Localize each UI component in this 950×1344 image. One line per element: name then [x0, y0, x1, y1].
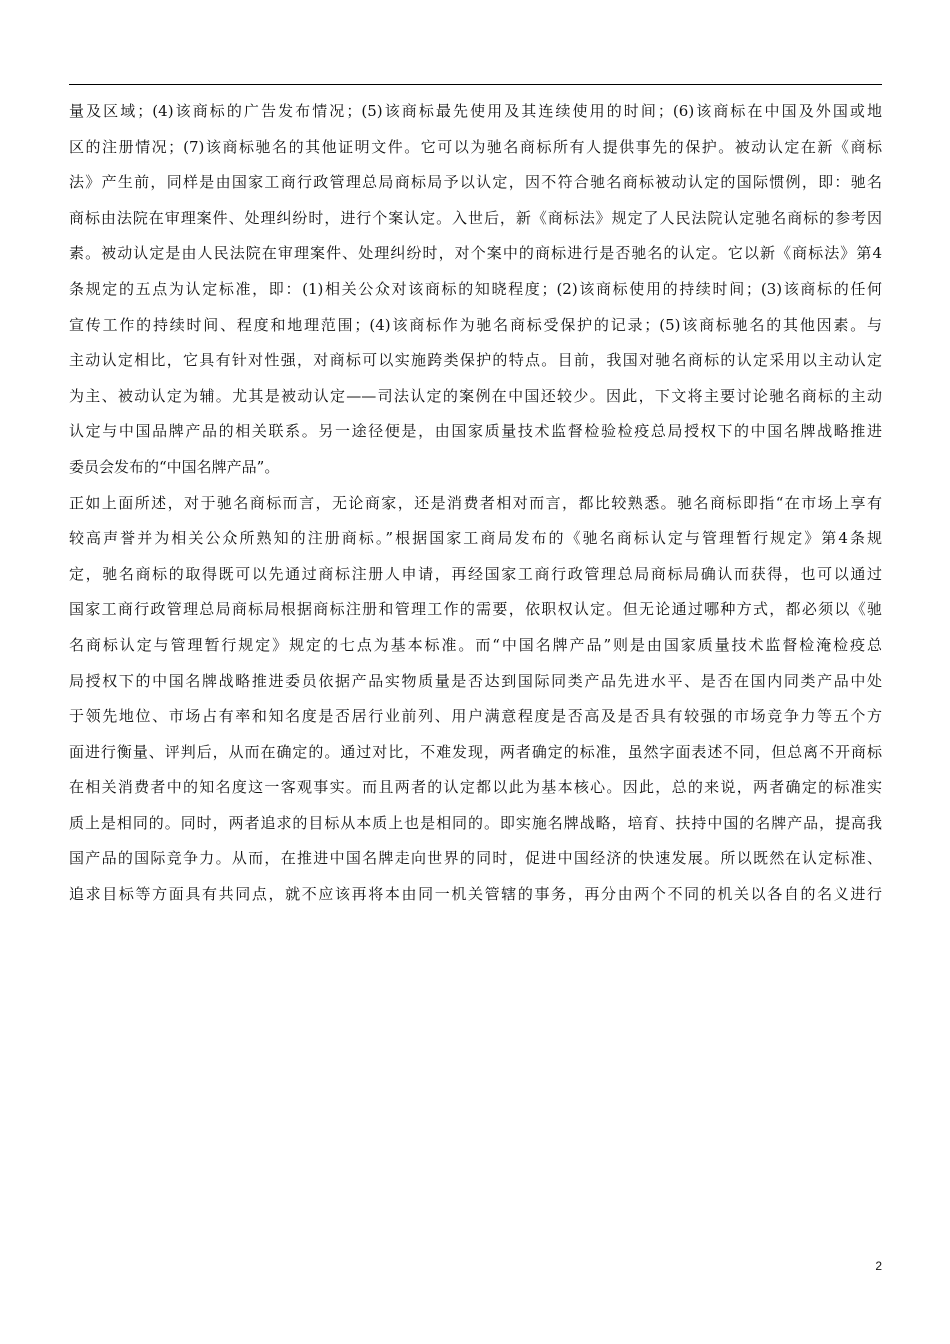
header-rule: [69, 84, 882, 85]
text-line: 质上是相同的。同时，两者追求的目标从本质上也是相同的。即实施名牌战略，培育、扶持中国的名牌产品，提高我: [69, 813, 882, 832]
text-line: 主动认定相比，它具有针对性强，对商标可以实施跨类保护的特点。目前，我国对驰名商标的认定采用以主动认定: [69, 351, 882, 370]
text-line: 在相关消费者中的知名度这一客观事实。而且两者的认定都以此为基本核心。因此，总的来说，两者确定的标准实: [69, 778, 882, 797]
text-line: 国家工商行政管理总局商标局根据商标注册和管理工作的需要，依职权认定。但无论通过哪种方式，都必须以《驰: [69, 600, 882, 619]
text-line: 为主、被动认定为辅。尤其是被动认定——司法认定的案例在中国还较少。因此，下文将主要讨论驰名商标的主动: [69, 386, 882, 405]
text-line: 国产品的国际竞争力。从而，在推进中国名牌走向世界的同时，促进中国经济的快速发展。所以既然在认定标准、: [69, 849, 882, 868]
text-line: 定，驰名商标的取得既可以先通过商标注册人申请，再经国家工商行政管理总局商标局确认而获得，也可以通过: [69, 564, 882, 583]
page-number: 2: [875, 1259, 882, 1273]
text-line: 条规定的五点为认定标准，即：(1)相关公众对该商标的知晓程度；(2)该商标使用的持续时间；(3)该商标的任何: [69, 279, 882, 298]
text-line: 量及区域；(4)该商标的广告发布情况；(5)该商标最先使用及其连续使用的时间；(6)该商标在中国及外国或地: [69, 102, 882, 120]
text-line: 追求目标等方面具有共同点，就不应该再将本由同一机关管辖的事务，再分由两个不同的机关以各自的名义进行: [69, 885, 882, 904]
text-line: 商标由法院在审理案件、处理纠纷时，进行个案认定。入世后，新《商标法》规定了人民法院认定驰名商标的参考因: [69, 208, 882, 227]
text-line: 名商标认定与管理暂行规定》规定的七点为基本标准。而“中国名牌产品”则是由国家质量技术监督检淹检疫总: [69, 635, 882, 654]
text-line: 委员会发布的“中国名牌产品”。: [69, 457, 280, 476]
text-line: 区的注册情况；(7)该商标驰名的其他证明文件。它可以为驰名商标所有人提供事先的保护。被动认定在新《商标: [69, 137, 882, 156]
document-body: [69, 94, 882, 913]
text-line: 局授权下的中国名牌战略推进委员依据产品实物质量是否达到国际同类产品先进水平、是否在国内同类产品中处: [69, 671, 882, 690]
text-line: 较高声誉并为相关公众所熟知的注册商标。”根据国家工商局发布的《驰名商标认定与管理暂行规定》第4条规: [69, 529, 882, 548]
text-line: 认定与中国品牌产品的相关联系。另一途径便是，由国家质量技术监督检验检疫总局授权下的中国名牌战略推进: [69, 422, 882, 441]
text-line: 正如上面所述，对于驰名商标而言，无论商家，还是消费者相对而言，都比较熟悉。驰名商标即指“在市场上享有: [69, 493, 882, 512]
text-line: 宣传工作的持续时间、程度和地理范围；(4)该商标作为驰名商标受保护的记录；(5)该商标驰名的其他因素。与: [69, 315, 882, 334]
text-line: 法》产生前，同样是由国家工商行政管理总局商标局予以认定，因不符合驰名商标被动认定的国际惯例，即：驰名: [69, 173, 882, 192]
text-line: 面进行衡量、评判后，从而在确定的。通过对比，不难发现，两者确定的标准，虽然字面表述不同，但总离不开商标: [69, 742, 882, 761]
text-line: 素。被动认定是由人民法院在审理案件、处理纠纷时，对个案中的商标进行是否驰名的认定。它以新《商标法》第4: [69, 244, 882, 263]
text-line: 于领先地位、市场占有率和知名度是否居行业前列、用户满意程度是否高及是否具有较强的市场竞争力等五个方: [69, 707, 882, 726]
